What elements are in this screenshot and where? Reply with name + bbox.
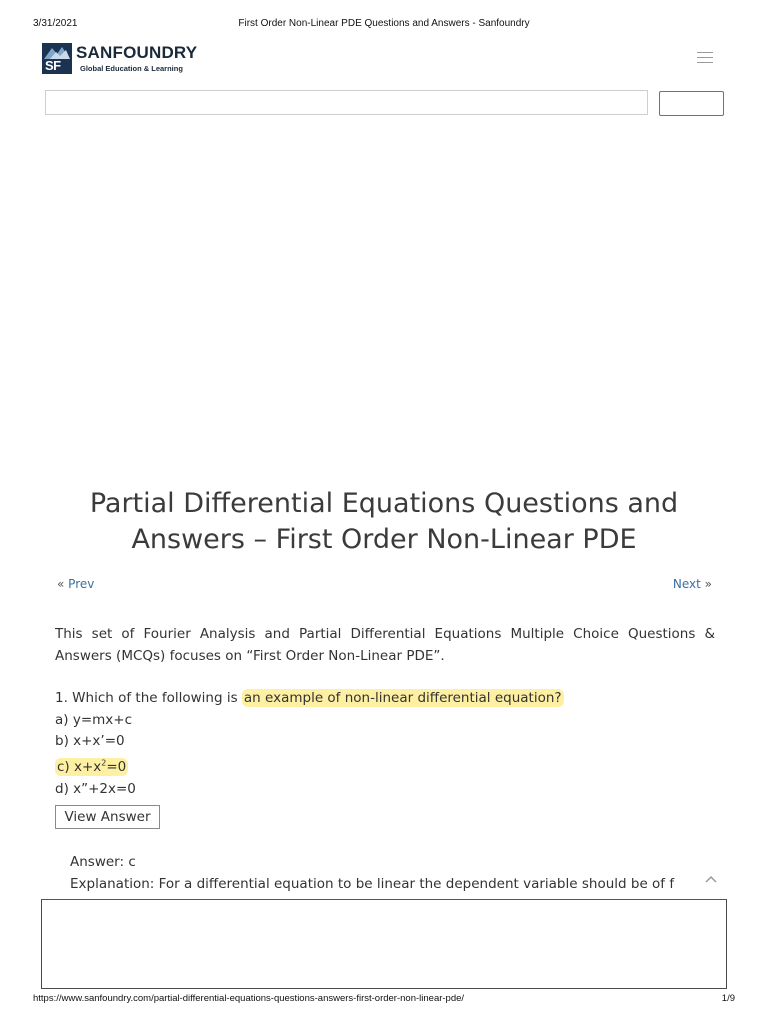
search-button[interactable] (659, 91, 724, 116)
chevron-up-icon[interactable] (704, 874, 718, 884)
option-c-prefix: c) x+x (57, 759, 102, 775)
print-header (0, 18, 768, 32)
print-url: https://www.sanfoundry.com/partial-differential-equations-questions-answers-first-order-non-linear-pde/ (33, 993, 465, 1004)
logo-mark (42, 43, 72, 74)
print-date: 3/31/2021 (33, 18, 78, 29)
prev-label: Prev (68, 577, 95, 591)
option-c (55, 753, 715, 779)
ad-placeholder (41, 899, 727, 989)
answer-text: Answer: c (70, 854, 136, 870)
search-input[interactable] (45, 90, 648, 115)
logo-initials: SF (45, 58, 61, 73)
next-quote: » (704, 577, 712, 591)
option-b: b) x+x’=0 (55, 733, 125, 749)
hamburger-menu-icon[interactable] (697, 52, 713, 66)
print-page-number: 1/9 (721, 993, 735, 1004)
question-text (55, 688, 715, 710)
view-answer-button[interactable]: View Answer (55, 805, 160, 829)
option-c-suffix: =0 (106, 759, 127, 775)
article-intro: This set of Fourier Analysis and Partial Differential Equations Multiple Choice Questions & Answers (MCQs) focuses on “First Order Non-Linear PDE”. (55, 626, 715, 664)
option-c-superscript: 2 (101, 758, 107, 768)
option-a: a) y=mx+c (55, 711, 133, 728)
article-title: Partial Differential Equations Questions and Answers – First Order Non-Linear PDE (89, 488, 679, 555)
prev-link[interactable] (57, 577, 94, 591)
print-footer (0, 993, 768, 1007)
print-page-title: First Order Non-Linear PDE Questions and Answers - Sanfoundry (238, 18, 530, 29)
site-tagline: Global Education & Learning (80, 64, 183, 73)
answer-block (70, 851, 694, 899)
site-name: SANFOUNDRY (76, 43, 198, 62)
explanation-line-1: Explanation: For a differential equation to be linear the dependent variable should be of f (70, 876, 675, 892)
question-1 (55, 688, 715, 800)
option-d: d) x”+2x=0 (55, 780, 136, 797)
next-link[interactable] (673, 577, 712, 591)
next-label: Next (672, 577, 701, 591)
question-prefix: 1. Which of the following is (55, 690, 242, 706)
question-highlight: an example of non-linear differential equation? (243, 690, 562, 706)
prev-quote: « (57, 577, 65, 591)
